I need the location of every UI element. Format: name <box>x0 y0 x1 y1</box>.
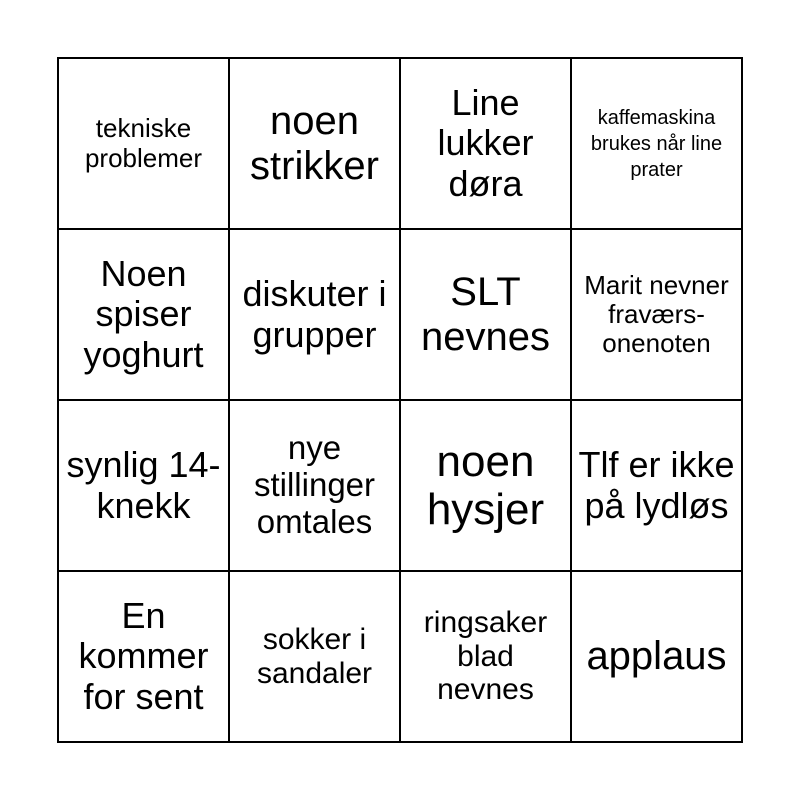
bingo-cell[interactable] <box>400 571 571 742</box>
bingo-cell[interactable] <box>58 229 229 400</box>
bingo-cell[interactable] <box>229 58 400 229</box>
bingo-cell-text: sokker i sandaler <box>256 622 373 690</box>
bingo-cell-text: Tlf er ikke på lydløs <box>578 444 735 526</box>
bingo-cell[interactable] <box>400 58 571 229</box>
bingo-cell-text: En kommer for sent <box>78 595 209 717</box>
bingo-cell-text: tekniske problemer <box>84 113 203 173</box>
bingo-cell[interactable] <box>229 229 400 400</box>
bingo-cell-text: diskuter i grupper <box>242 273 387 355</box>
bingo-cell[interactable] <box>58 58 229 229</box>
bingo-cell-text: Line lukker døra <box>437 82 534 204</box>
bingo-cell[interactable] <box>571 571 742 742</box>
bingo-cell[interactable] <box>229 571 400 742</box>
bingo-cell[interactable] <box>400 400 571 571</box>
bingo-cell[interactable] <box>58 571 229 742</box>
bingo-cell-text: noen strikker <box>250 98 379 188</box>
bingo-cell-text: applaus <box>586 634 727 679</box>
bingo-cell-text: kaffemaskina brukes når line prater <box>590 106 723 181</box>
bingo-cell-text: noen hysjer <box>426 436 545 534</box>
bingo-cell-text: Marit nevner fraværs-onenoten <box>584 269 729 359</box>
bingo-cell[interactable] <box>571 400 742 571</box>
bingo-cell-text: Noen spiser yoghurt <box>83 253 204 375</box>
bingo-cell-text: synlig 14-knekk <box>66 444 221 526</box>
bingo-cell-text: nye stillinger omtales <box>253 429 376 540</box>
bingo-cell-text: SLT nevnes <box>421 269 550 359</box>
bingo-cell[interactable] <box>58 400 229 571</box>
bingo-cell-text: ringsaker blad nevnes <box>423 606 548 707</box>
bingo-cell[interactable] <box>400 229 571 400</box>
bingo-board <box>57 57 743 743</box>
bingo-cell[interactable] <box>571 58 742 229</box>
bingo-cell[interactable] <box>571 229 742 400</box>
bingo-cell[interactable] <box>229 400 400 571</box>
